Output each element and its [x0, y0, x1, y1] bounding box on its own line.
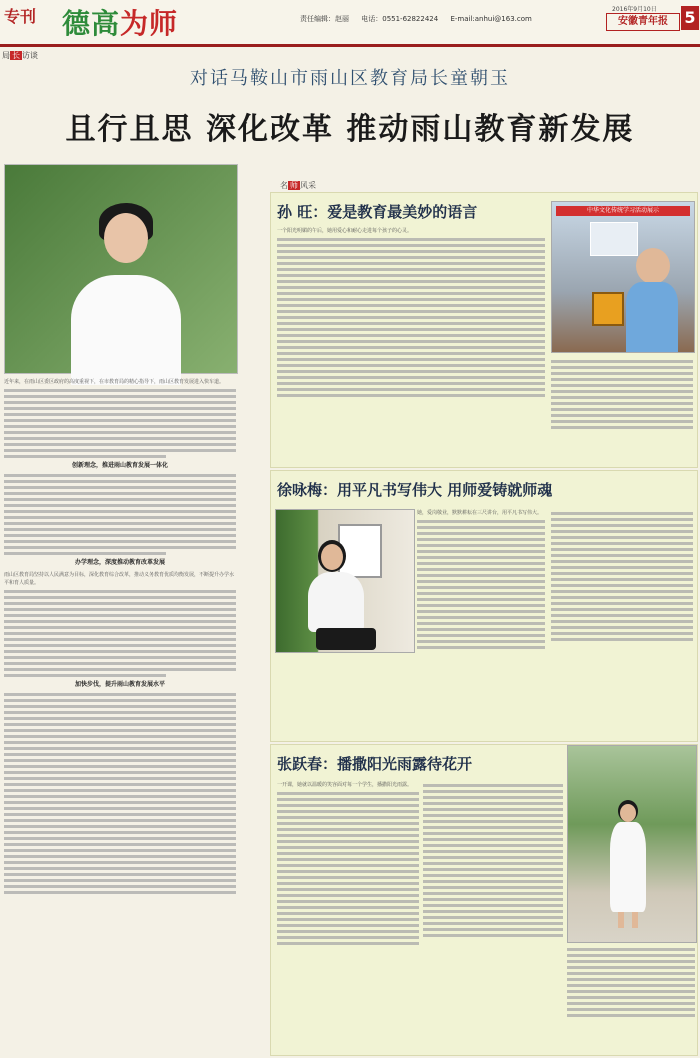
text-line [551, 426, 693, 429]
text-line [567, 1014, 695, 1017]
text-line [417, 562, 545, 565]
text-line [277, 382, 545, 385]
text-line [4, 522, 236, 525]
text-line [567, 1008, 695, 1011]
profile-box-3 [270, 744, 698, 1056]
text-line [4, 443, 236, 446]
text-line [417, 616, 545, 619]
text-line [4, 668, 236, 671]
photo-figure-body [71, 275, 181, 385]
text-line [551, 408, 693, 411]
text-line [277, 262, 545, 265]
text-line [423, 826, 563, 829]
text-line [4, 474, 236, 477]
text-line [277, 870, 419, 873]
text-line [4, 843, 236, 846]
text-line [423, 868, 563, 871]
text-line [551, 512, 693, 515]
text-line [423, 904, 563, 907]
text-line [277, 376, 545, 379]
teacher-shirt [626, 282, 678, 352]
text-line [277, 310, 545, 313]
text-line [4, 596, 236, 599]
text-line [277, 292, 545, 295]
text-line [4, 861, 236, 864]
text-line [423, 790, 563, 793]
text-line [417, 538, 545, 541]
text-line [277, 858, 419, 861]
text-line [4, 401, 236, 404]
text-line [277, 900, 419, 903]
text-line [4, 855, 236, 858]
text-line [277, 274, 545, 277]
section-logo [62, 2, 178, 42]
text-line [4, 783, 236, 786]
text-line [277, 346, 545, 349]
text-line [4, 546, 236, 549]
article-intro: 近年来，在雨山区委区政府的高度重视下，在市教育局的精心指导下，雨山区教育发展进入快车道。 [4, 379, 225, 385]
text-line [277, 328, 545, 331]
text-line [551, 420, 693, 423]
text-line [277, 298, 545, 301]
teacher-leg-right [632, 912, 638, 928]
text-line [423, 880, 563, 883]
profile-3-photo [567, 745, 697, 943]
text-line [417, 634, 545, 637]
text-line [423, 844, 563, 847]
text-line [551, 542, 693, 545]
text-line [4, 699, 236, 702]
text-line [423, 910, 563, 913]
column-tag-a: 名 [280, 181, 288, 190]
page-number: 5 [681, 6, 699, 30]
editor-email: E-mail:anhui@163.com [450, 15, 532, 23]
text-line [4, 431, 236, 434]
text-line [4, 638, 236, 641]
text-line [567, 972, 695, 975]
text-line [567, 990, 695, 993]
text-line [551, 524, 693, 527]
text-line [277, 936, 419, 939]
text-line [4, 540, 236, 543]
text-line [277, 304, 545, 307]
text-line [277, 792, 419, 795]
text-line [277, 244, 545, 247]
text-line [4, 813, 236, 816]
text-line [567, 966, 695, 969]
text-line [277, 364, 545, 367]
teacher-skirt [316, 628, 376, 650]
text-line [4, 632, 236, 635]
article-body-text: 雨山区教育局坚持以人民满意为目标，深化教育综合改革，推动义务教育优质均衡发展，不断提升办学水平和育人质量。 [4, 572, 235, 586]
text-line [277, 798, 419, 801]
text-line [4, 735, 236, 738]
text-line [551, 620, 693, 623]
text-line [4, 650, 236, 653]
text-line [567, 960, 695, 963]
text-line [4, 765, 236, 768]
text-line [4, 723, 236, 726]
text-line [551, 566, 693, 569]
text-line [567, 996, 695, 999]
text-line [277, 352, 545, 355]
text-line [551, 384, 693, 387]
text-line [277, 930, 419, 933]
profile-box-2 [270, 470, 698, 742]
certificate [592, 292, 624, 326]
text-line [4, 741, 236, 744]
text-line [551, 360, 693, 363]
text-line [423, 874, 563, 877]
text-line [4, 626, 236, 629]
text-line [567, 1002, 695, 1005]
profile-1-text [277, 227, 545, 457]
text-line [423, 850, 563, 853]
text-line [277, 840, 419, 843]
profile-3-text-c [567, 945, 695, 1049]
photo-screen [590, 222, 638, 256]
text-line [4, 825, 236, 828]
text-line [4, 455, 166, 458]
text-line [4, 729, 236, 732]
text-line [417, 526, 545, 529]
text-line [4, 407, 236, 410]
text-line [4, 602, 236, 605]
text-line [4, 425, 236, 428]
text-line [277, 864, 419, 867]
text-line [551, 638, 693, 641]
text-line [277, 876, 419, 879]
editor-info [300, 14, 542, 24]
text-line [277, 942, 419, 945]
profile-2-photo [275, 509, 415, 653]
profile-2-text-b [551, 509, 693, 735]
text-line [551, 584, 693, 587]
column-tag-mark: 师 [290, 181, 298, 190]
section-heading-3: 加快步伐，提升雨山教育发展水平 [74, 681, 165, 688]
text-line [4, 693, 236, 696]
text-line [417, 568, 545, 571]
teacher-face [620, 804, 636, 822]
text-line [423, 856, 563, 859]
text-line [4, 711, 236, 714]
text-line [567, 978, 695, 981]
column-tag [280, 180, 316, 191]
text-line [277, 256, 545, 259]
text-line [551, 378, 693, 381]
text-line [4, 674, 166, 677]
profile-1-text-b [551, 357, 693, 461]
text-line [4, 837, 236, 840]
profile-1-photo [551, 201, 695, 353]
text-line [4, 777, 236, 780]
text-line [4, 644, 236, 647]
text-line [423, 892, 563, 895]
logo-part-a: 德高 [62, 7, 121, 40]
text-line [277, 810, 419, 813]
profile-3-text-b [423, 781, 563, 1049]
text-line [551, 402, 693, 405]
text-line [417, 592, 545, 595]
profile-box-1 [270, 192, 698, 468]
logo-part-b: 为师 [120, 7, 179, 40]
text-line [277, 250, 545, 253]
profile-3-title: 张跃春：播撒阳光雨露待花开 [277, 755, 473, 773]
text-line [4, 747, 236, 750]
text-line [417, 544, 545, 547]
teacher-dress [610, 822, 646, 912]
column-label-mark: 长 [12, 51, 20, 60]
text-line [551, 390, 693, 393]
photo-banner: 中华文化传统学习活动展示 [556, 206, 690, 216]
profile-1-body: 一个阳光明媚的午后，她用爱心和耐心走进每个孩子的心灵。 [277, 228, 413, 234]
profile-1-title: 孙 旺：爱是教育最美妙的语言 [277, 203, 478, 221]
text-line [551, 614, 693, 617]
director-photo [4, 164, 238, 374]
text-line [4, 492, 236, 495]
text-line [277, 334, 545, 337]
text-line [277, 822, 419, 825]
text-line [4, 449, 236, 452]
text-line [417, 598, 545, 601]
text-line [551, 396, 693, 399]
text-line [4, 885, 236, 888]
text-line [277, 852, 419, 855]
text-line [417, 520, 545, 523]
text-line [4, 789, 236, 792]
text-line [277, 834, 419, 837]
text-line [4, 771, 236, 774]
text-line [4, 753, 236, 756]
text-line [4, 516, 236, 519]
text-line [277, 316, 545, 319]
teacher-leg-left [618, 912, 624, 928]
text-line [4, 759, 236, 762]
text-line [423, 802, 563, 805]
text-line [417, 586, 545, 589]
text-line [551, 372, 693, 375]
text-line [423, 838, 563, 841]
text-line [423, 814, 563, 817]
text-line [277, 370, 545, 373]
text-line [423, 808, 563, 811]
text-line [423, 862, 563, 865]
text-line [551, 518, 693, 521]
text-line [4, 614, 236, 617]
text-line [417, 610, 545, 613]
text-line [551, 596, 693, 599]
text-line [4, 534, 236, 537]
text-line [4, 807, 236, 810]
text-line [4, 620, 236, 623]
text-line [4, 705, 236, 708]
text-line [551, 554, 693, 557]
text-line [4, 795, 236, 798]
profile-3-text [277, 781, 419, 1049]
text-line [277, 924, 419, 927]
text-line [277, 280, 545, 283]
text-line [4, 831, 236, 834]
text-line [4, 510, 236, 513]
text-line [4, 662, 236, 665]
text-line [277, 918, 419, 921]
text-line [277, 882, 419, 885]
profile-3-body: 一开课，她就以温暖的笑容面对每一个学生，播撒阳光雨露。 [277, 782, 413, 788]
text-line [417, 574, 545, 577]
text-line [423, 784, 563, 787]
text-line [551, 548, 693, 551]
text-line [423, 934, 563, 937]
text-line [417, 628, 545, 631]
text-line [4, 867, 236, 870]
text-line [4, 480, 236, 483]
text-line [423, 832, 563, 835]
text-line [417, 580, 545, 583]
text-line [551, 572, 693, 575]
text-line [423, 898, 563, 901]
teacher-face [636, 248, 670, 284]
text-line [4, 873, 236, 876]
text-line [417, 556, 545, 559]
section-heading-2: 办学理念，深度推动教育改革发展 [74, 559, 165, 566]
teacher-face [321, 544, 343, 570]
text-line [277, 340, 545, 343]
special-issue-label: 专刊 [4, 7, 37, 26]
text-line [277, 906, 419, 909]
teacher-blouse [308, 572, 364, 632]
text-line [4, 395, 236, 398]
issue-date: 2016年9月10日 [612, 6, 657, 13]
profile-2-title: 徐咏梅：用平凡书写伟大 用师爱铸就师魂 [277, 481, 553, 499]
article-subtitle: 对话马鞍山市雨山区教育局长童朝玉 [190, 68, 510, 89]
text-line [4, 879, 236, 882]
text-line [423, 916, 563, 919]
text-line [567, 984, 695, 987]
text-line [4, 486, 236, 489]
text-line [4, 891, 236, 894]
column-tag-text: 风采 [300, 181, 316, 190]
text-line [417, 550, 545, 553]
text-line [4, 849, 236, 852]
text-line [4, 389, 236, 392]
text-line [417, 532, 545, 535]
text-line [567, 948, 695, 951]
text-line [4, 656, 236, 659]
text-line [277, 322, 545, 325]
text-line [417, 622, 545, 625]
text-line [277, 238, 545, 241]
section-heading-1: 创新理念，推进雨山教育发展一体化 [71, 462, 168, 469]
text-line [423, 922, 563, 925]
text-line [423, 886, 563, 889]
text-line [4, 590, 236, 593]
text-line [551, 626, 693, 629]
editor-name: 责任编辑：赵丽 [300, 15, 349, 23]
text-line [4, 413, 236, 416]
text-line [551, 366, 693, 369]
text-line [277, 888, 419, 891]
text-line [277, 358, 545, 361]
text-line [551, 560, 693, 563]
text-line [277, 804, 419, 807]
text-line [551, 530, 693, 533]
text-line [277, 912, 419, 915]
photo-figure-face [104, 213, 148, 263]
text-line [277, 816, 419, 819]
text-line [277, 846, 419, 849]
text-line [551, 608, 693, 611]
profile-2-body: 她，爱岗敬业，默默耕耘在三尺讲台，用平凡书写伟大。 [417, 510, 543, 516]
profile-2-text [417, 509, 545, 735]
text-line [551, 578, 693, 581]
text-line [551, 602, 693, 605]
text-line [417, 604, 545, 607]
text-line [277, 894, 419, 897]
newspaper-name: 安徽青年报 [606, 13, 680, 31]
text-line [551, 632, 693, 635]
text-line [551, 536, 693, 539]
text-line [277, 394, 545, 397]
text-line [551, 414, 693, 417]
text-line [423, 928, 563, 931]
column-label [2, 50, 38, 61]
text-line [423, 820, 563, 823]
text-line [417, 640, 545, 643]
text-line [277, 828, 419, 831]
text-line [4, 498, 236, 501]
article-body [4, 378, 236, 1054]
text-line [417, 646, 545, 649]
text-line [277, 388, 545, 391]
text-line [4, 608, 236, 611]
text-line [4, 552, 166, 555]
text-line [277, 286, 545, 289]
article-title: 且行且思 深化改革 推动雨山教育新发展 [65, 112, 635, 147]
text-line [4, 801, 236, 804]
text-line [4, 504, 236, 507]
column-label-a: 局 [2, 51, 10, 60]
column-label-text: 访谈 [22, 51, 38, 60]
text-line [277, 268, 545, 271]
text-line [4, 437, 236, 440]
text-line [551, 590, 693, 593]
text-line [567, 954, 695, 957]
editor-phone: 电话：0551-62822424 [361, 15, 439, 23]
text-line [4, 717, 236, 720]
text-line [423, 796, 563, 799]
text-line [4, 419, 236, 422]
page-header [0, 0, 700, 47]
text-line [4, 819, 236, 822]
text-line [4, 528, 236, 531]
